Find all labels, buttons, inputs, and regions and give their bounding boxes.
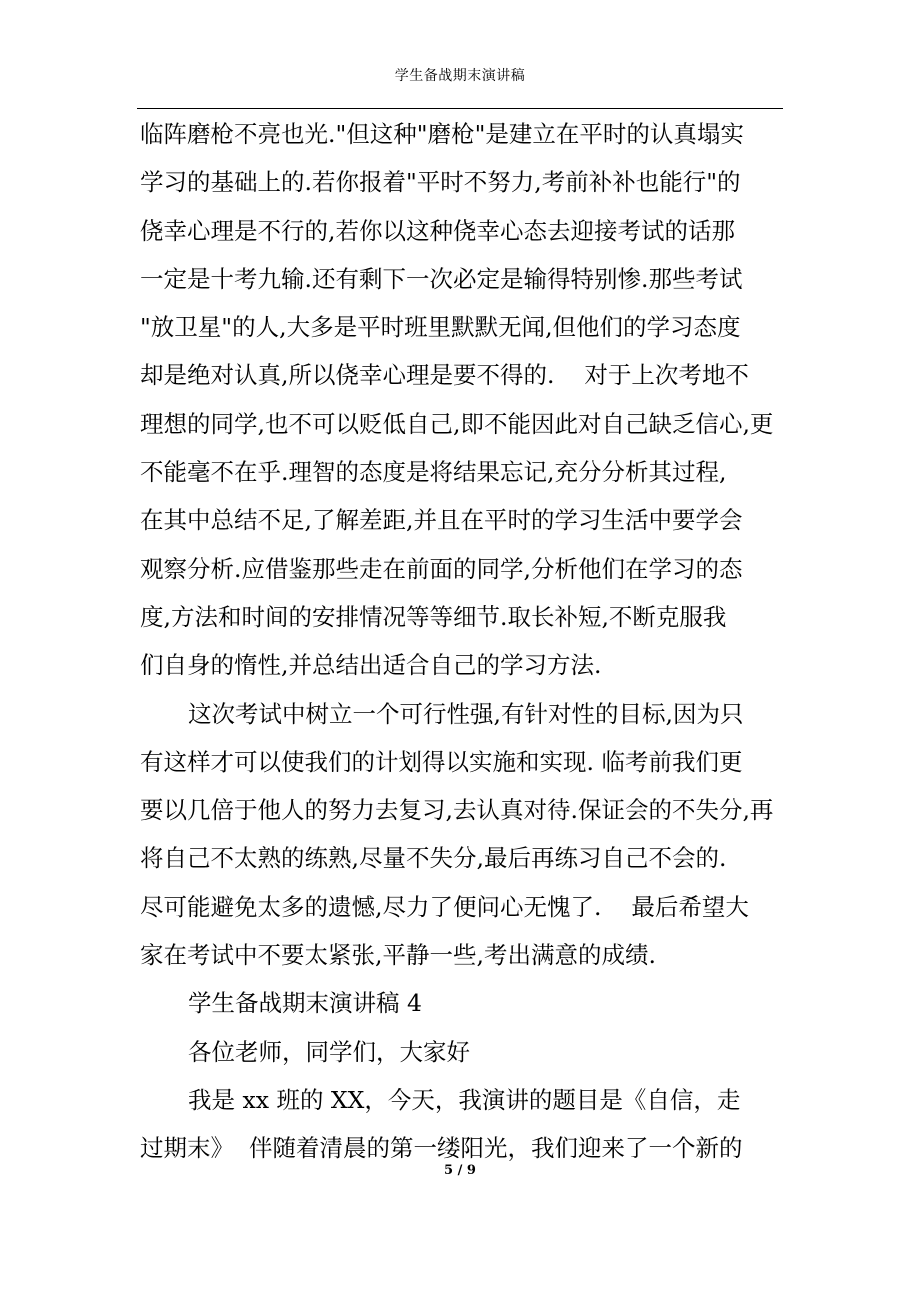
text-line: 度,方法和时间的安排情况等等细节.取长补短,不断克服我	[140, 602, 727, 631]
text-line: 却是绝对认真,所以侥幸心理是要不得的. 对于上次考地不	[140, 361, 749, 390]
text-line: 过期末》 伴随着清晨的第一缕阳光，我们迎来了一个新的	[140, 1134, 743, 1163]
text-line: 侥幸心理是不行的,若你以这种侥幸心态去迎接考试的话那	[140, 216, 735, 245]
document-body	[140, 110, 820, 1173]
text-line: 有这样才可以使我们的计划得以实施和实现. 临考前我们更	[140, 747, 743, 776]
text-line: 要以几倍于他人的努力去复习,去认真对待.保证会的不失分,再	[140, 796, 774, 825]
paragraph-start-line: 我是 xx 班的 XX，今天，我演讲的题目是《自信，走	[188, 1085, 741, 1114]
page-number: 5 / 9	[444, 1163, 476, 1178]
text-line: 理想的同学,也不可以贬低自己,即不能因此对自己缺乏信心,更	[140, 409, 774, 438]
text-line: 临阵磨枪不亮也光."但这种"磨枪"是建立在平时的认真塌实	[140, 120, 744, 148]
section-heading: 学生备战期末演讲稿 4	[188, 989, 422, 1018]
text-line: 家在考试中不要太紧张,平静一些,考出满意的成绩.	[140, 941, 656, 970]
text-line: 们自身的惰性,并总结出适合自己的学习方法.	[140, 651, 602, 680]
text-line: 在其中总结不足,了解差距,并且在平时的学习生活中要学会	[140, 506, 743, 535]
header-divider	[137, 108, 783, 109]
text-line: 尽可能避免太多的遗憾,尽力了便问心无愧了. 最后希望大	[140, 892, 749, 921]
text-line: 不能毫不在乎.理智的态度是将结果忘记,充分分析其过程,	[140, 458, 727, 487]
text-line: 一定是十考九输.还有剩下一次必定是输得特别惨.那些考试	[140, 264, 743, 293]
paragraph-start-line: 这次考试中树立一个可行性强,有针对性的目标,因为只	[188, 699, 744, 728]
text-line: 观察分析.应借鉴那些走在前面的同学,分析他们在学习的态	[140, 554, 743, 583]
greeting-line: 各位老师，同学们，大家好	[188, 1037, 470, 1066]
running-header-title: 学生备战期末演讲稿	[394, 68, 526, 84]
text-line: "放卫星"的人,大多是平时班里默默无闻,但他们的学习态度	[140, 313, 741, 342]
text-line: 将自己不太熟的练熟,尽量不失分,最后再练习自己不会的.	[140, 844, 727, 873]
text-line: 学习的基础上的.若你报着"平时不努力,考前补补也能行"的	[140, 168, 741, 197]
